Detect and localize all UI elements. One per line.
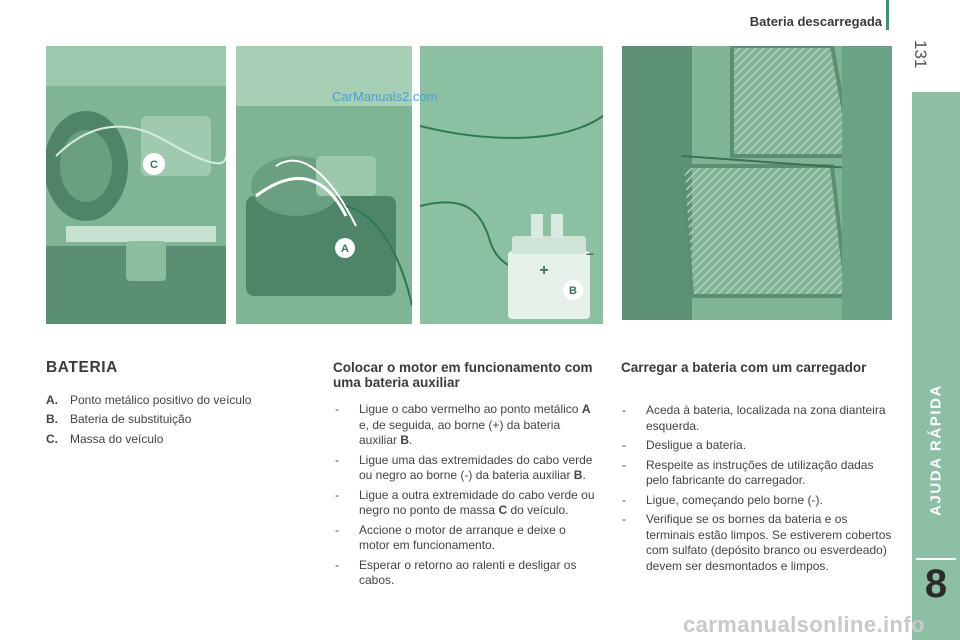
step-text: . bbox=[409, 433, 413, 447]
chapter-number: 8 bbox=[924, 562, 948, 606]
list-item bbox=[622, 493, 894, 509]
list-item bbox=[335, 488, 597, 519]
legend-item bbox=[46, 390, 251, 410]
list-item bbox=[622, 403, 894, 434]
watermark-top: CarManuals2.com bbox=[332, 89, 438, 104]
jump-start-steps bbox=[335, 402, 597, 593]
list-dash: - bbox=[622, 512, 626, 526]
legend-key: C. bbox=[46, 431, 58, 446]
legend-key: B. bbox=[46, 412, 58, 427]
list-item bbox=[335, 402, 597, 449]
callout-b-label: B bbox=[569, 285, 577, 297]
step-text: Verifique se os bornes da bateria e os terminais estão limpos. Se estiverem cobertos com sulfato (depósito branco ou esverdeado) devem ser desmontados e limpos. bbox=[646, 512, 892, 573]
legend-key: A. bbox=[46, 392, 58, 407]
list-dash: - bbox=[335, 402, 339, 416]
engine-bay-right-illustration bbox=[236, 46, 412, 324]
list-item bbox=[335, 558, 597, 589]
chapter-label: AJUDA RÁPIDA bbox=[927, 384, 945, 516]
list-dash: - bbox=[622, 492, 626, 507]
legend-text: Bateria de substituição bbox=[70, 412, 192, 427]
list-dash: - bbox=[335, 452, 339, 467]
step-text: Ligue uma das extremidades do cabo verde ou negro ao borne (-) da bateria auxiliar bbox=[359, 452, 593, 482]
step-text: Aceda à bateria, localizada na zona dianteira esquerda. bbox=[646, 403, 886, 433]
battery-minus-sign: – bbox=[586, 245, 594, 261]
list-item bbox=[622, 512, 894, 574]
page-number: 131 bbox=[911, 40, 930, 69]
step-bold: C bbox=[498, 503, 508, 517]
step-text: Ligue o cabo vermelho ao ponto metálico bbox=[359, 402, 582, 416]
legend-text: Massa do veículo bbox=[70, 431, 164, 446]
engine-bay-left-illustration bbox=[46, 46, 226, 324]
step-text: do veículo. bbox=[507, 503, 569, 517]
step-text: e, de seguida, ao borne (+) da bateria auxiliar bbox=[359, 417, 561, 447]
bateria-heading: BATERIA bbox=[46, 359, 118, 376]
list-dash: - bbox=[622, 403, 626, 417]
page-header-title: Bateria descarregada bbox=[749, 14, 882, 29]
list-item bbox=[335, 523, 597, 554]
step-text: Ligue, começando pelo borne (-). bbox=[646, 492, 823, 507]
legend-item bbox=[46, 429, 251, 449]
list-item bbox=[622, 458, 894, 489]
step-bold: A bbox=[581, 402, 591, 416]
list-item bbox=[335, 453, 597, 484]
chapter-divider bbox=[916, 558, 956, 560]
callout-legend bbox=[46, 390, 251, 449]
auxiliary-battery-illustration bbox=[420, 46, 603, 324]
step-text: . bbox=[582, 468, 586, 482]
watermark-bottom: carmanualsonline.info bbox=[683, 612, 925, 637]
step-text: Esperar o retorno ao ralenti e desligar os cabos. bbox=[359, 557, 577, 587]
step-text: Desligue a bateria. bbox=[646, 438, 747, 452]
list-dash: - bbox=[622, 457, 626, 472]
step-text: Ligue a outra extremidade do cabo verde ou negro no ponto de massa bbox=[359, 487, 595, 517]
jump-start-heading: Colocar o motor em funcionamento com uma bateria auxiliar bbox=[333, 360, 593, 390]
step-text: Respeite as instruções de utilização dadas pelo fabricante do carregador. bbox=[646, 457, 874, 487]
battery-plus-sign: + bbox=[539, 262, 549, 279]
list-dash: - bbox=[335, 557, 339, 572]
callout-c-label: C bbox=[150, 159, 158, 171]
floor-access-panel-illustration bbox=[622, 46, 892, 320]
charger-heading: Carregar a bateria com um carregador bbox=[621, 360, 867, 375]
legend-item bbox=[46, 410, 251, 430]
callout-a-label: A bbox=[341, 243, 349, 255]
step-bold: B bbox=[400, 433, 410, 447]
legend-text: Ponto metálico positivo do veículo bbox=[70, 392, 252, 407]
list-dash: - bbox=[622, 438, 626, 452]
list-dash: - bbox=[335, 487, 339, 502]
list-dash: - bbox=[335, 522, 339, 537]
header-accent-bar bbox=[886, 0, 889, 30]
step-bold: B bbox=[573, 468, 583, 482]
charger-steps bbox=[622, 403, 894, 578]
step-text: Accione o motor de arranque e deixe o motor em funcionamento. bbox=[359, 522, 566, 552]
list-item bbox=[622, 438, 894, 454]
